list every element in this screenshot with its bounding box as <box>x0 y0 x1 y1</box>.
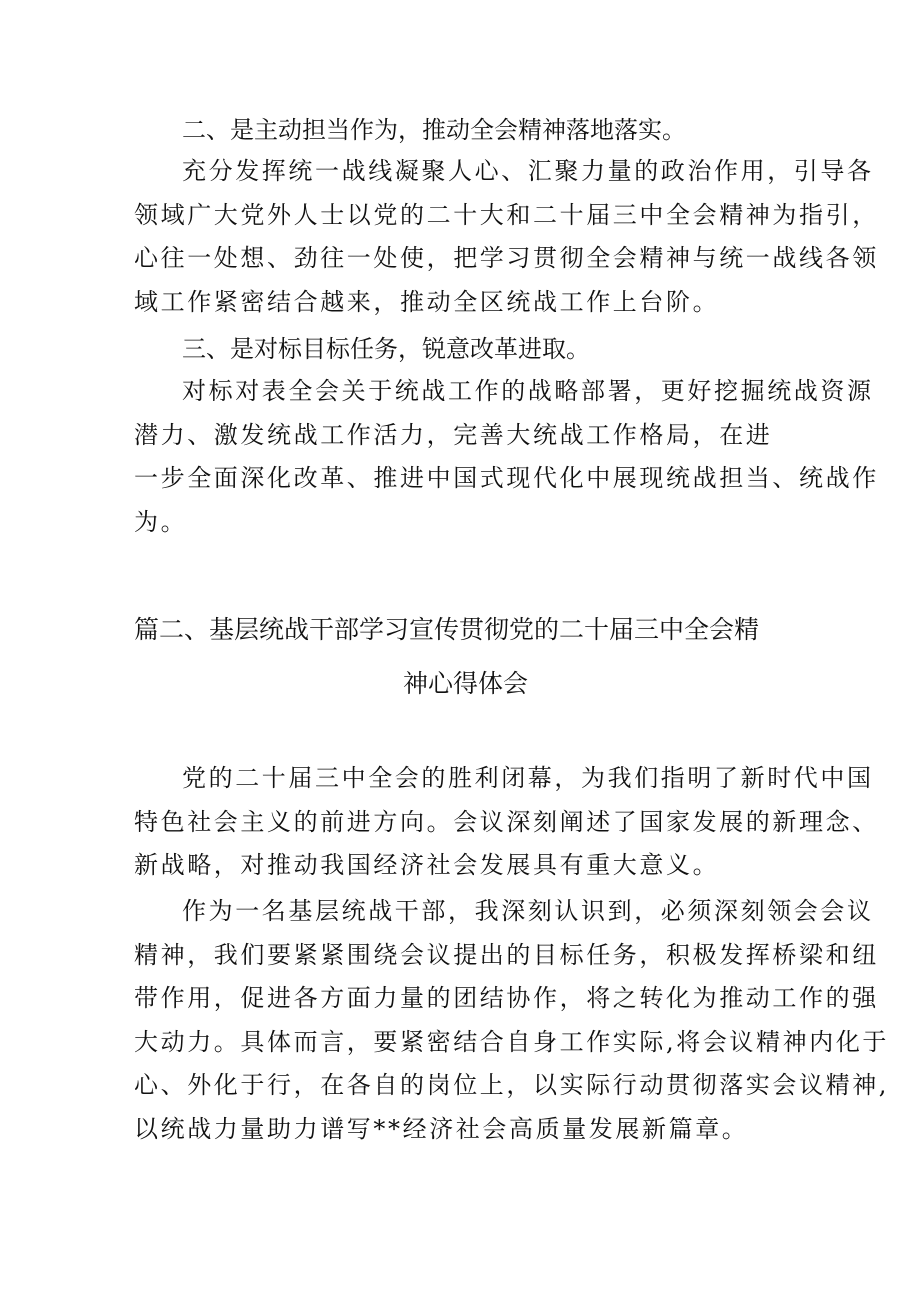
paragraph-line: 对标对表全会关于统战工作的战略部署，更好挖掘统战资源 <box>182 377 874 405</box>
article-paragraph-2 <box>134 890 890 1151</box>
section-paragraph-3 <box>134 370 879 544</box>
paragraph-line: 精神，我们要紧紧围绕会议提出的目标任务，积极发挥桥梁和纽 <box>134 940 879 969</box>
paragraph-line: 新战略，对推动我国经济社会发展具有重大意义。 <box>134 851 720 879</box>
section-paragraph-2 <box>134 150 879 324</box>
paragraph-line: 潜力、激发统战工作活力，完善大统战工作格局，在进 <box>134 420 773 449</box>
paragraph-line: 特色社会主义的前进方向。会议深刻阐述了国家发展的新理念、 <box>134 807 879 836</box>
paragraph-line: 领域广大党外人士以党的二十大和二十届三中全会精神为指引， <box>134 200 879 229</box>
paragraph-line: 为。 <box>134 507 188 536</box>
paragraph-line: 充分发挥统一战线凝聚人心、汇聚力量的政治作用，引导各 <box>182 157 874 185</box>
paragraph-line: 带作用，促进各方面力量的团结协作，将之转化为推动工作的强 <box>134 984 879 1012</box>
article-title-line-2: 神心得体会 <box>403 669 529 698</box>
paragraph-line: 作为一名基层统战干部，我深刻认识到，必须深刻领会会议 <box>182 897 874 925</box>
paragraph-line: 大动力。具体而言，要紧密结合自身工作实际,将会议精神内化于 <box>134 1027 890 1056</box>
paragraph-line: 以统战力量助力谱写**经济社会高质量发展新篇章。 <box>134 1114 749 1143</box>
section-heading-3: 三、是对标目标任务，锐意改革进取。 <box>182 335 590 363</box>
section-heading-2: 二、是主动担当作为，推动全会精神落地落实。 <box>182 116 686 144</box>
article-paragraph-1 <box>134 757 879 888</box>
paragraph-line: 一步全面深化改革、推进中国式现代化中展现统战担当、统战作 <box>134 464 879 492</box>
paragraph-line: 党的二十届三中全会的胜利闭幕，为我们指明了新时代中国 <box>182 764 874 792</box>
article-title-line-1: 篇二、基层统战干部学习宣传贯彻党的二十届三中全会精 <box>134 615 760 644</box>
paragraph-line: 心往一处想、劲往一处使，把学习贯彻全会精神与统一战线各领 <box>134 244 879 272</box>
paragraph-line: 心、外化于行，在各自的岗位上，以实际行动贯彻落实会议精神, <box>134 1071 890 1099</box>
paragraph-line: 域工作紧密结合越来，推动全区统战工作上台阶。 <box>134 287 720 316</box>
